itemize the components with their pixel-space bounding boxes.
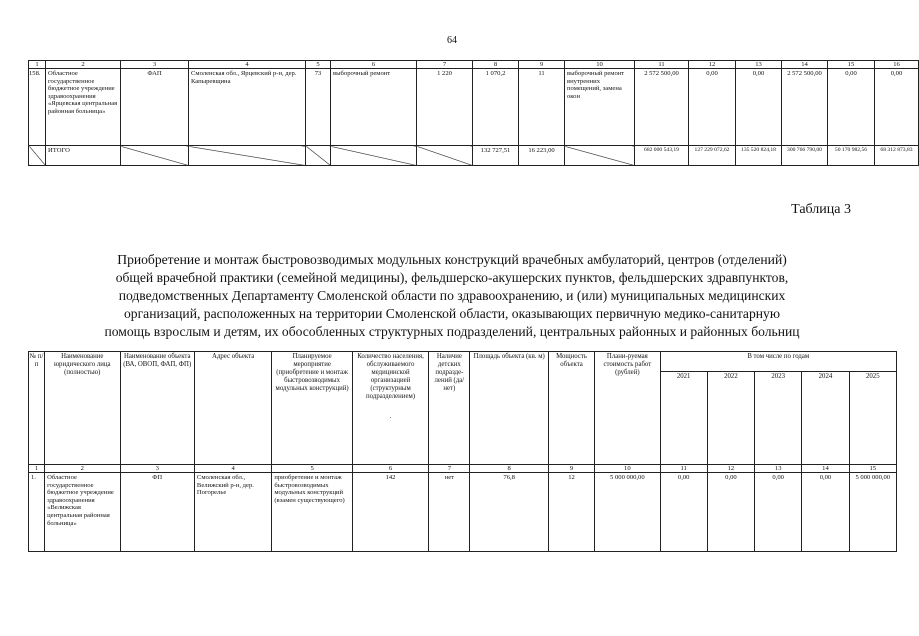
- total-c8: 132 727,51: [473, 146, 519, 166]
- header-population: [352, 352, 428, 465]
- total-c15: 50 170 982,56: [828, 146, 875, 166]
- diagonal-cell: [331, 146, 417, 166]
- col-num: 1: [29, 61, 46, 69]
- total-label: ИТОГО: [46, 146, 121, 166]
- header-children: Наличие детских подразде-лений (да/нет): [429, 352, 470, 465]
- cell-c5: 73: [306, 69, 331, 146]
- cell-c11: 2 572 500,00: [635, 69, 689, 146]
- total-row: [29, 146, 919, 166]
- col-num: 7: [429, 465, 470, 473]
- object-address: Смоленская обл., Велижский р-н, дер. Погорелье: [194, 473, 271, 552]
- planned-cost: 5 000 000,00: [595, 473, 660, 552]
- diagonal-cell: [29, 146, 46, 166]
- col-num: 16: [875, 61, 919, 69]
- object-address: Смоленская обл., Ярцевский р-н, дер. Капыревщина: [189, 69, 306, 146]
- col-num: 8: [470, 465, 548, 473]
- col-num: 2: [46, 61, 121, 69]
- header-capacity: Мощность объекта: [548, 352, 594, 465]
- population: 142: [352, 473, 428, 552]
- col-num: 12: [689, 61, 736, 69]
- col-num: 6: [331, 61, 417, 69]
- children-units: нет: [429, 473, 470, 552]
- col-num: 13: [736, 61, 782, 69]
- col-num: 10: [595, 465, 660, 473]
- header-address: Адрес объекта: [194, 352, 271, 465]
- year-2023-value: 0,00: [755, 473, 802, 552]
- year-2024-value: 0,00: [802, 473, 849, 552]
- table-top-continuation: [28, 60, 919, 166]
- org-name: Областное государственное бюджетное учреждение здравоохранения «Велижская центральная районная больница»: [45, 473, 120, 552]
- title-line: общей врачебной практики (семейной медицины), фельдшерско-акушерских пунктов, фельдшерских здравпунктов,: [115, 270, 789, 285]
- cell-c14: 2 572 500,00: [782, 69, 828, 146]
- col-num: 13: [755, 465, 802, 473]
- page-number: 64: [447, 35, 457, 46]
- table-row: [29, 69, 919, 146]
- header-by-years: В том числе по годам: [660, 352, 896, 372]
- col-num: 11: [660, 465, 707, 473]
- column-number-row: [29, 465, 897, 473]
- col-num: 1: [29, 465, 45, 473]
- diagonal-cell: [565, 146, 635, 166]
- col-num: 9: [548, 465, 594, 473]
- year-2021-value: 0,00: [660, 473, 707, 552]
- cell-c16: 0,00: [875, 69, 919, 146]
- col-num: 7: [417, 61, 473, 69]
- col-num: 10: [565, 61, 635, 69]
- cell-c12: 0,00: [689, 69, 736, 146]
- col-num: 4: [189, 61, 306, 69]
- header-year: 2021: [660, 372, 707, 465]
- row-number: 158.: [29, 69, 46, 146]
- col-num: 6: [352, 465, 428, 473]
- total-c12: 127 229 072,62: [689, 146, 736, 166]
- col-num: 4: [194, 465, 271, 473]
- col-num: 8: [473, 61, 519, 69]
- document-title: [60, 251, 844, 341]
- header-cost: Плани-руемая стоимость работ (рублей): [595, 352, 660, 465]
- col-num: 11: [635, 61, 689, 69]
- object-type: ФП: [120, 473, 194, 552]
- column-number-row: [29, 61, 919, 69]
- year-2025-value: 5 000 000,00: [849, 473, 896, 552]
- cell-c9: 11: [519, 69, 565, 146]
- table-3: [28, 351, 897, 552]
- object-capacity: 12: [548, 473, 594, 552]
- total-c14: 300 766 790,00: [782, 146, 828, 166]
- header-dot: ·: [389, 415, 392, 422]
- header-type: Наименование объекта (ВА, ОВОП, ФАП, ФП): [120, 352, 194, 465]
- cell-c6: выборочный ремонт: [331, 69, 417, 146]
- row-number: 1.: [29, 473, 45, 552]
- header-row: [29, 352, 897, 372]
- header-year: 2025: [849, 372, 896, 465]
- col-num: 12: [707, 465, 754, 473]
- col-num: 15: [828, 61, 875, 69]
- diagonal-cell: [306, 146, 331, 166]
- col-num: 9: [519, 61, 565, 69]
- title-line: Приобретение и монтаж быстровозводимых модульных конструкций врачебных амбулаторий, центров (отделений): [117, 252, 787, 267]
- title-line: подведомственных Департаменту Смоленской области по здравоохранению, и (или) муниципальных медицинских: [118, 288, 786, 303]
- org-name: Областное государственное бюджетное учреждение здравоохранения «Ярцевская центральная районная больница»: [46, 69, 121, 146]
- col-num: 15: [849, 465, 896, 473]
- year-2022-value: 0,00: [707, 473, 754, 552]
- title-line: организаций, расположенных на территории Смоленской области, оказывающих первичную медико-санитарную: [124, 306, 780, 321]
- cell-c10: выборочный ремонт внутренних помещений, замена окон: [565, 69, 635, 146]
- total-c9: 16 223,00: [519, 146, 565, 166]
- col-num: 3: [120, 465, 194, 473]
- header-year: 2022: [707, 372, 754, 465]
- planned-event: приобретение и монтаж быстровозводимых модульных конструкций (взамен существующего): [272, 473, 352, 552]
- table-row: [29, 473, 897, 552]
- total-c11: 682 000 543,19: [635, 146, 689, 166]
- col-num: 3: [121, 61, 189, 69]
- title-line: помощь взрослым и детям, их обособленных структурных подразделений, центральных районных и районных больниц: [104, 324, 800, 339]
- header-population-text: Количество населения, обслуживаемого медицинской организацией (структурным подразделением): [357, 353, 424, 400]
- header-area: Площадь объекта (кв. м): [470, 352, 548, 465]
- diagonal-cell: [121, 146, 189, 166]
- object-type: ФАП: [121, 69, 189, 146]
- col-num: 2: [45, 465, 120, 473]
- object-area: 76,8: [470, 473, 548, 552]
- col-num: 5: [306, 61, 331, 69]
- header-year: 2023: [755, 372, 802, 465]
- cell-c13: 0,00: [736, 69, 782, 146]
- cell-c7: 1 220: [417, 69, 473, 146]
- col-num: 14: [782, 61, 828, 69]
- col-num: 5: [272, 465, 352, 473]
- col-num: 14: [802, 465, 849, 473]
- total-c13: 135 520 824,18: [736, 146, 782, 166]
- cell-c15: 0,00: [828, 69, 875, 146]
- diagonal-cell: [417, 146, 473, 166]
- diagonal-cell: [189, 146, 306, 166]
- total-c16: 68 312 873,83: [875, 146, 919, 166]
- table-label: Таблица 3: [791, 202, 851, 217]
- header-event: Планируемое мероприятие (приобретение и монтаж быстровозводимых модульных конструкций): [272, 352, 352, 465]
- cell-c8: 1 070,2: [473, 69, 519, 146]
- header-name: Наименование юридического лица (полностью): [45, 352, 120, 465]
- header-num: № п/п: [29, 352, 45, 465]
- header-year: 2024: [802, 372, 849, 465]
